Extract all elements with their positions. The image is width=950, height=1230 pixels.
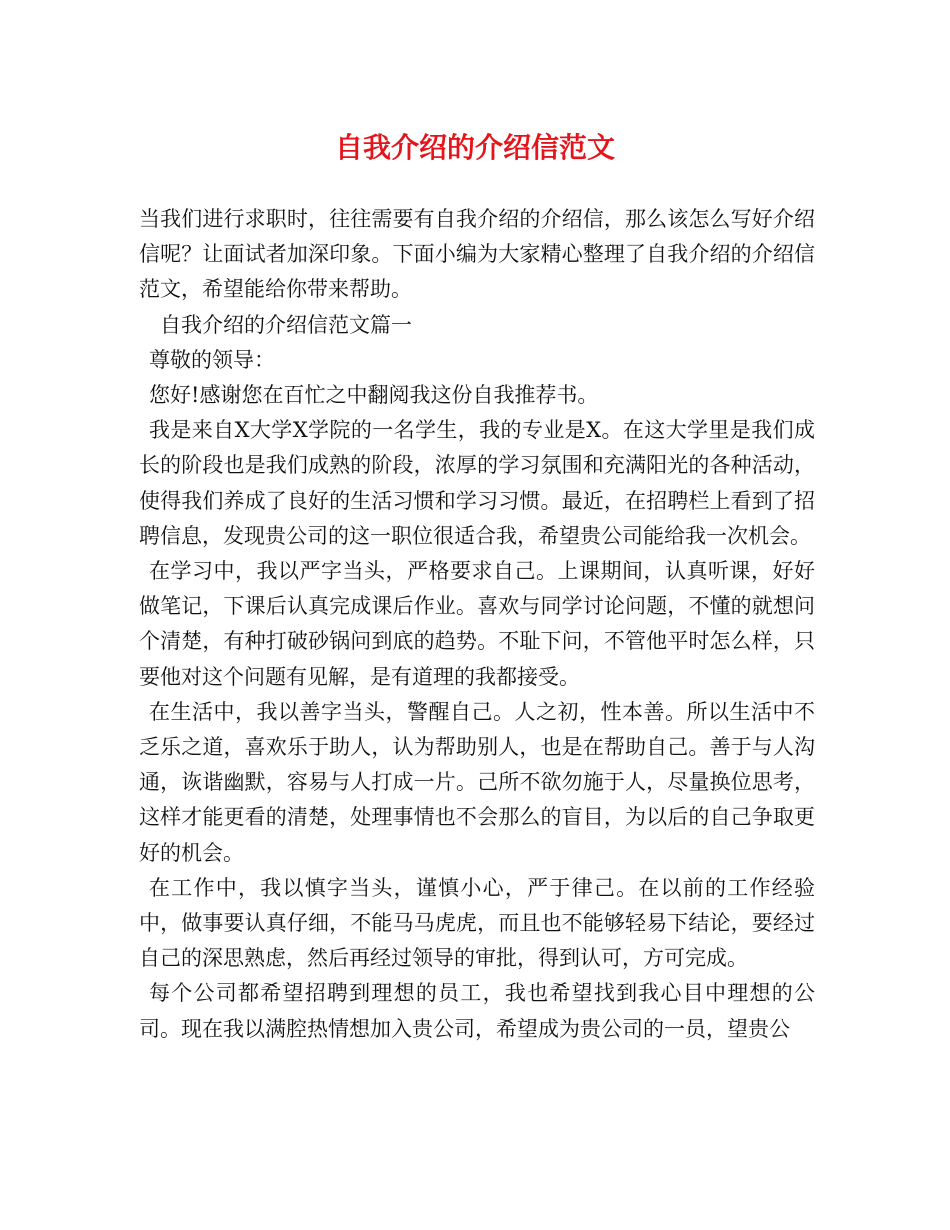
- document-body: [139, 202, 815, 1047]
- body-paragraph: 在工作中，我以慎字当头，谨慎小心，严于律己。在以前的工作经验中，做事要认真仔细，不能马马虎虎，而且也不能够轻易下结论，要经过自己的深思熟虑，然后再经过领导的审批，得到认可，方可完成。: [139, 875, 815, 971]
- body-paragraph: 您好!感谢您在百忙之中翻阅我这份自我推荐书。: [149, 383, 599, 408]
- salutation: 尊敬的领导：: [149, 347, 275, 372]
- body-paragraph: 在生活中，我以善字当头，警醒自己。人之初，性本善。所以生活中不乏乐之道，喜欢乐于助人，认为帮助别人，也是在帮助自己。善于与人沟通，诙谐幽默，容易与人打成一片。己所不欲勿施于人，尽量换位思考，这样才能更看的清楚，处理事情也不会那么的盲目，为以后的自己争取更好的机会。: [139, 699, 815, 865]
- intro-paragraph: 当我们进行求职时，往往需要有自我介绍的介绍信，那么该怎么写好介绍信呢？让面试者加深印象。下面小编为大家精心整理了自我介绍的介绍信范文，希望能给你带来帮助。: [139, 207, 815, 302]
- body-paragraph: 我是来自X大学X学院的一名学生，我的专业是X。在这大学里是我们成长的阶段也是我们成熟的阶段，浓厚的学习氛围和充满阳光的各种活动，使得我们养成了良好的生活习惯和学习习惯。最近，在招聘栏上看到了招聘信息，发现贵公司的这一职位很适合我，希望贵公司能给我一次机会。: [139, 418, 815, 548]
- body-paragraph: 在学习中，我以严字当头，严格要求自己。上课期间，认真听课，好好做笔记，下课后认真完成课后作业。喜欢与同学讨论问题，不懂的就想问个清楚，有种打破砂锅问到底的趋势。不耻下问，不管他平时怎么样，只要他对这个问题有见解，是有道理的我都接受。: [139, 559, 815, 689]
- body-paragraph: 每个公司都希望招聘到理想的员工，我也希望找到我心目中理想的公司。现在我以满腔热情想加入贵公司，希望成为贵公司的一员，望贵公: [139, 981, 815, 1041]
- section-heading: 自我介绍的介绍信范文篇一: [160, 312, 412, 337]
- document-title: 自我介绍的介绍信范文: [334, 131, 615, 164]
